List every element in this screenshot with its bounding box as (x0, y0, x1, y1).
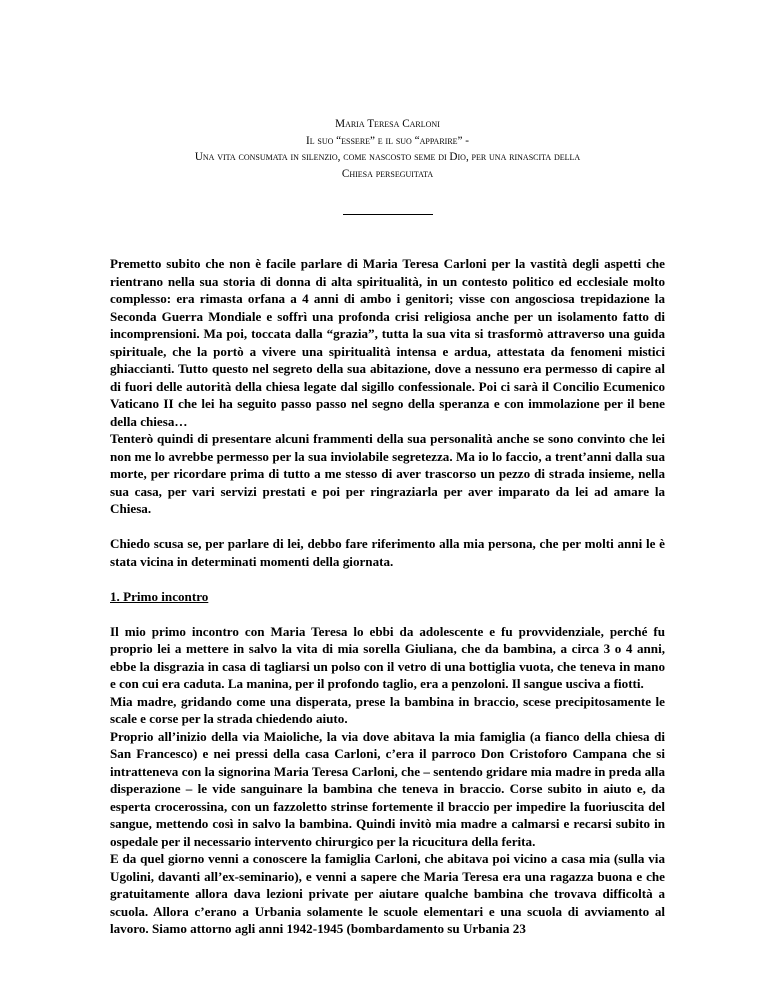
intro-paragraph: Chiedo scusa se, per parlare di lei, debbo fare riferimento alla mia persona, che per molti anni le è stata vicina in determinati momenti della giornata. (110, 536, 665, 569)
intro-paragraph: Premetto subito che non è facile parlare di Maria Teresa Carloni per la vastità degli aspetti che rientrano nella sua storia di donna di alta spiritualità, in un contesto politico ed ecclesiale molto complesso: era rimasta orfana a 4 anni di ambo i genitori; visse con angosciosa trepidazione la Seconda Guerra Mondiale e soffrì una profonda crisi religiosa anche per un isolamento fatto di incomprensioni. Ma poi, toccata dalla “grazia”, tutta la sua vita si trasformò attraverso una guida spirituale, che la portò a vivere una spiritualità intensa e ardua, attestata da fenomeni mistici ghiaccianti. Tutto questo nel segreto della sua abitazione, dove a nessuno era permesso di capire al di fuori delle autorità della chiesa legate dal sigillo confessionale. Poi ci sarà il Concilio Ecumenico Vaticano II che lei ha seguito passo passo nel segno della speranza e con immolazione per il bene della chiesa… (110, 256, 665, 429)
section-paragraph: Mia madre, gridando come una disperata, prese la bambina in braccio, scese precipitosamente le scale e corse per la strada chiedendo aiuto. (110, 693, 665, 727)
section-paragraph: E da quel giorno venni a conoscere la famiglia Carloni, che abitava poi vicino a casa mia (sulla via Ugolini, davanti all’ex-seminario), e venni a sapere che Maria Teresa era una ragazza buona e che gratuitamente allora dava lezioni private per aiutare qualche bambina che trovava difficoltà a scuola. Allora c’erano a Urbania solamente le scuole elementari e una scuola di avviamento al lavoro. Siamo attorno agli anni 1942-1945 (bombardamento su Urbania 23 (110, 851, 665, 937)
section-paragraph: Il mio primo incontro con Maria Teresa lo ebbi da adolescente e fu provvidenziale, perché fu proprio lei a mettere in salvo la vita di mia sorella Giuliana, che da bambina, a circa 3 o 4 anni, ebbe la disgrazia in casa di tagliarsi un polso con il vetro di una bottiglia vuota, che teneva in mano e con cui era caduta. La manina, per il profondo taglio, era a penzoloni. Il sangue usciva a fiotti. (110, 623, 665, 692)
document-page (110, 116, 665, 938)
document-tagline-line-1: Una vita consumata in silenzio, come nascosto seme di Dio, per una rinascita della (194, 151, 581, 164)
document-title: Maria Teresa Carloni (335, 118, 440, 130)
header-divider (343, 214, 433, 215)
intro-paragraph: Tenterò quindi di presentare alcuni frammenti della sua personalità anche se sono convinto che lei non me lo avrebbe permesso per la sua inviolabile segretezza. Ma io lo faccio, a trent’anni dalla sua morte, per ricordare prima di tutto a me stesso di aver trascorso un pezzo di strada insieme, nella sua casa, per vari servizi prestati e poi per ringraziarla per aver imparato da lei ad amare la Chiesa. (110, 431, 665, 517)
document-tagline-line-2: Chiesa perseguitata (341, 167, 434, 180)
section-heading: 1. Primo incontro (110, 588, 209, 604)
section-paragraph: Proprio all’inizio della via Maioliche, la via dove abitava la mia famiglia (a fianco della chiesa di San Francesco) e nei pressi della casa Carloni, c’era il parroco Don Cristoforo Campana che si intratteneva con la signorina Maria Teresa Carloni, che – sentendo gridare mia madre in preda alla disperazione – le vide sanguinare la bambina che teneva in braccio. Corse subito in aiuto e, da esperta crocerossina, con un fazzoletto strinse fortemente il braccio per impedire la fuoriuscita del sangue, mettendo così in salvo la bambina. Quindi invitò mia madre a calmarsi e recarsi subito in ospedale per il necessario intervento chirurgico per la ricucitura della ferita. (110, 728, 665, 849)
document-header (110, 116, 665, 182)
document-body (110, 255, 665, 938)
document-subtitle: Il suo “essere” e il suo “apparire” - (305, 134, 470, 147)
